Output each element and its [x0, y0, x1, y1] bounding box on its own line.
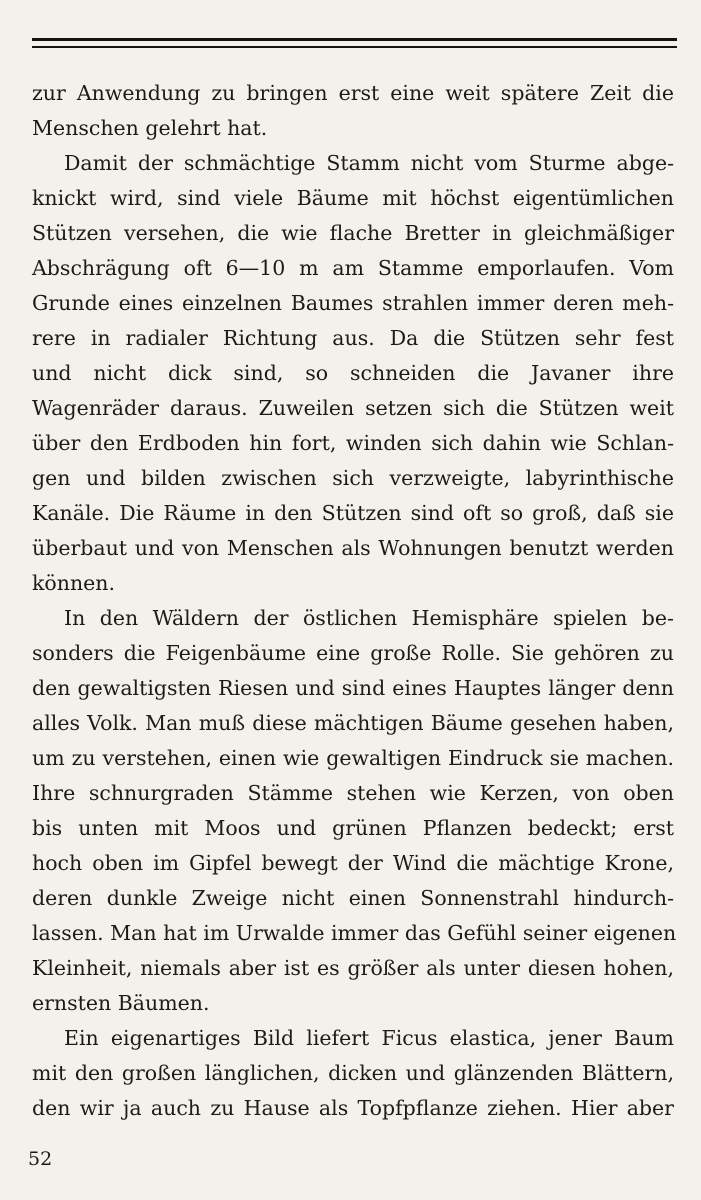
text-line: den gewaltigsten Riesen und sind eines Hauptes länger denn	[32, 676, 674, 700]
text-line: Grunde eines einzelnen Baumes strahlen immer deren meh-	[32, 291, 674, 315]
text-line: können.	[32, 571, 116, 595]
text-line: Abschrägung oft 6—10 m am Stamme emporlaufen. Vom	[32, 256, 674, 280]
text-line: Menschen gelehrt hat.	[32, 116, 268, 140]
text-line: Stützen versehen, die wie flache Bretter in gleichmäßiger	[32, 221, 674, 245]
text-line: lassen. Man hat im Urwalde immer das Gefühl seiner eigenen	[32, 921, 677, 945]
text-line: und nicht dick sind, so schneiden die Javaner ihre	[32, 361, 674, 385]
text-line: überbaut und von Menschen als Wohnungen benutzt werden	[32, 536, 674, 560]
text-line: deren dunkle Zweige nicht einen Sonnenstrahl hindurch-	[32, 886, 674, 910]
text-line: Kanäle. Die Räume in den Stützen sind oft so groß, daß sie	[32, 501, 674, 525]
text-line: zur Anwendung zu bringen erst eine weit spätere Zeit die	[32, 81, 674, 105]
text-line: Ein eigenartiges Bild liefert Ficus elastica, jener Baum	[64, 1026, 674, 1050]
text-line: rere in radialer Richtung aus. Da die Stützen sehr fest	[32, 326, 674, 350]
text-line: knickt wird, sind viele Bäume mit höchst eigentümlichen	[32, 186, 674, 210]
text-line: Kleinheit, niemals aber ist es größer als unter diesen hohen,	[32, 956, 674, 980]
page-number: 52	[28, 1148, 53, 1170]
text-line: sonders die Feigenbäume eine große Rolle. Sie gehören zu	[32, 641, 674, 665]
body-text	[32, 76, 677, 1126]
text-line: den wir ja auch zu Hause als Topfpflanze ziehen. Hier aber	[32, 1096, 674, 1120]
text-line: Damit der schmächtige Stamm nicht vom Sturme abge-	[64, 151, 674, 175]
text-line: mit den großen länglichen, dicken und glänzenden Blättern,	[32, 1061, 674, 1085]
text-line: bis unten mit Moos und grünen Pflanzen bedeckt; erst	[32, 816, 674, 840]
text-line: In den Wäldern der östlichen Hemisphäre spielen be-	[64, 606, 674, 630]
header-rule-bottom	[32, 46, 677, 48]
text-line: hoch oben im Gipfel bewegt der Wind die mächtige Krone,	[32, 851, 674, 875]
text-line: alles Volk. Man muß diese mächtigen Bäume gesehen haben,	[32, 711, 674, 735]
text-line: gen und bilden zwischen sich verzweigte, labyrinthische	[32, 466, 674, 490]
text-line: ernsten Bäumen.	[32, 991, 210, 1015]
text-line: Ihre schnurgraden Stämme stehen wie Kerzen, von oben	[32, 781, 674, 805]
text-line: um zu verstehen, einen wie gewaltigen Eindruck sie machen.	[32, 746, 674, 770]
text-line: Wagenräder daraus. Zuweilen setzen sich die Stützen weit	[32, 396, 674, 420]
header-rule-top	[32, 38, 677, 41]
text-line: über den Erdboden hin fort, winden sich dahin wie Schlan-	[32, 431, 674, 455]
